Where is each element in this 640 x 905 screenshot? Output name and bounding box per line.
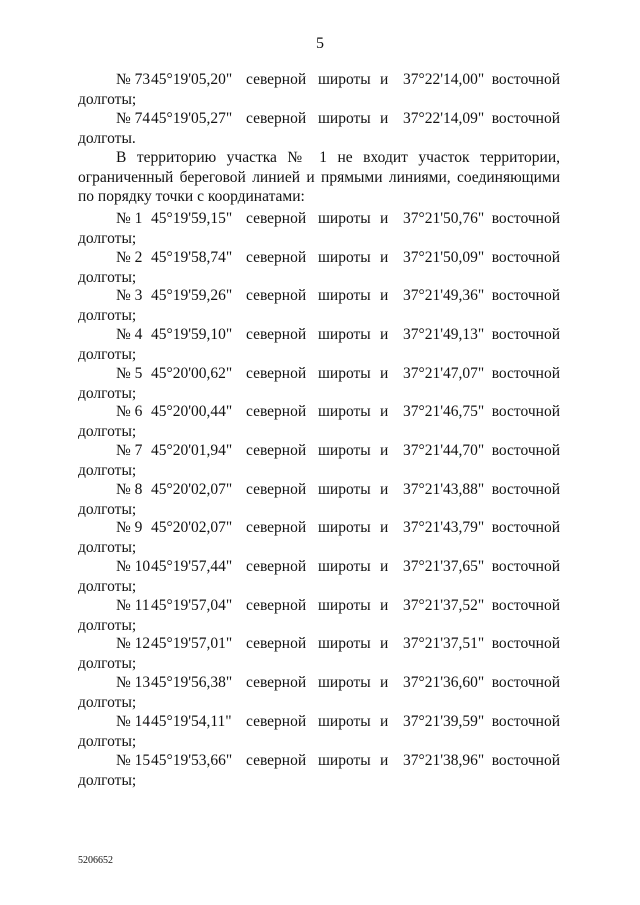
latitude-value: 45°19'53,66" xyxy=(151,751,233,769)
conjunction: и xyxy=(380,325,389,343)
point-number: № 1 xyxy=(116,209,143,227)
coordinate-line xyxy=(78,287,560,307)
conjunction: и xyxy=(380,364,389,382)
latitude-value: 45°19'56,38" xyxy=(151,674,233,692)
point-number: № 5 xyxy=(116,364,143,382)
coordinate-line xyxy=(78,403,560,423)
point-number: № 11 xyxy=(116,596,150,614)
conjunction: и xyxy=(380,674,389,692)
longitude-word: долготы; xyxy=(78,732,137,750)
latitude-direction: северной xyxy=(246,287,307,305)
latitude-direction: северной xyxy=(246,712,307,730)
coordinate-entry xyxy=(78,481,560,520)
conjunction: и xyxy=(380,480,389,498)
latitude-value: 45°19'05,27" xyxy=(151,109,233,127)
latitude-value: 45°20'00,44" xyxy=(151,403,233,421)
coordinate-entry xyxy=(78,752,560,791)
latitude-word: широты xyxy=(318,596,371,614)
coordinate-line xyxy=(78,110,560,130)
coordinate-line xyxy=(78,713,560,733)
coordinate-entry xyxy=(78,519,560,558)
longitude-value: 37°21'37,51" xyxy=(403,635,485,653)
longitude-value: 37°21'50,09" xyxy=(403,248,485,266)
coordinate-entry xyxy=(78,287,560,326)
coordinate-entry xyxy=(78,110,560,149)
latitude-value: 45°19'05,20" xyxy=(151,71,233,88)
coordinate-line xyxy=(78,326,560,346)
longitude-value: 37°21'37,65" xyxy=(403,558,485,576)
coordinate-line xyxy=(78,558,560,578)
longitude-word: долготы; xyxy=(78,539,137,557)
latitude-word: широты xyxy=(318,712,371,730)
latitude-word: широты xyxy=(318,674,371,692)
longitude-word: долготы; xyxy=(78,423,137,441)
coordinate-line xyxy=(78,752,560,772)
longitude-direction: восточной xyxy=(491,364,560,382)
latitude-word: широты xyxy=(318,635,371,653)
point-number: № 7 xyxy=(116,442,143,459)
longitude-direction: восточной xyxy=(491,751,560,769)
longitude-word: долготы; xyxy=(78,345,137,363)
latitude-word: широты xyxy=(318,209,371,227)
latitude-value: 45°20'00,62" xyxy=(151,364,233,382)
longitude-word: долготы; xyxy=(78,462,137,479)
longitude-word: долготы; xyxy=(78,578,137,596)
longitude-word: долготы; xyxy=(78,500,137,518)
coordinate-entry xyxy=(78,713,560,752)
coordinate-entry xyxy=(78,442,560,481)
latitude-word: широты xyxy=(318,71,371,88)
latitude-word: широты xyxy=(318,109,371,127)
coordinate-entry xyxy=(78,365,560,404)
latitude-direction: северной xyxy=(246,674,307,692)
longitude-word: долготы; xyxy=(78,307,137,325)
longitude-value: 37°22'14,00" xyxy=(403,71,485,88)
point-number: № 15 xyxy=(116,751,151,769)
point-number: № 9 xyxy=(116,519,143,537)
conjunction: и xyxy=(380,209,389,227)
coordinate-line xyxy=(78,442,560,462)
coordinate-entry xyxy=(78,635,560,674)
longitude-value: 37°21'39,59" xyxy=(403,712,485,730)
longitude-word: долготы; xyxy=(78,616,137,634)
latitude-value: 45°19'59,26" xyxy=(151,287,233,305)
conjunction: и xyxy=(380,248,389,266)
conjunction: и xyxy=(380,403,389,421)
document-code: 5206652 xyxy=(78,855,113,866)
longitude-value: 37°21'49,13" xyxy=(403,325,485,343)
coordinate-line xyxy=(78,597,560,617)
longitude-value: 37°21'36,60" xyxy=(403,674,485,692)
coordinate-line xyxy=(78,71,560,91)
longitude-direction: восточной xyxy=(491,674,560,692)
point-number: № 4 xyxy=(116,325,143,343)
page-number: 5 xyxy=(316,35,324,52)
latitude-direction: северной xyxy=(246,109,307,127)
latitude-word: широты xyxy=(318,364,371,382)
longitude-value: 37°21'43,79" xyxy=(403,519,485,537)
longitude-word: долготы; xyxy=(78,91,137,108)
longitude-direction: восточной xyxy=(491,635,560,653)
longitude-direction: восточной xyxy=(491,480,560,498)
coordinate-line xyxy=(78,519,560,539)
longitude-value: 37°21'46,75" xyxy=(403,403,485,421)
latitude-value: 45°19'59,10" xyxy=(151,325,233,343)
latitude-value: 45°20'02,07" xyxy=(151,480,233,498)
longitude-direction: восточной xyxy=(491,109,560,127)
longitude-value: 37°21'44,70" xyxy=(403,442,485,459)
latitude-value: 45°19'57,44" xyxy=(151,558,233,576)
point-number: № 14 xyxy=(116,712,151,730)
point-number: № 6 xyxy=(116,403,143,421)
latitude-value: 45°19'57,01" xyxy=(151,635,233,653)
longitude-value: 37°21'38,96" xyxy=(403,751,485,769)
latitude-word: широты xyxy=(318,751,371,769)
latitude-direction: северной xyxy=(246,71,307,88)
point-number: № 73 xyxy=(116,71,151,88)
coordinate-entry xyxy=(78,674,560,713)
longitude-value: 37°21'47,07" xyxy=(403,364,485,382)
point-number: № 12 xyxy=(116,635,151,653)
longitude-word: долготы; xyxy=(78,771,137,789)
latitude-word: широты xyxy=(318,248,371,266)
coordinate-entry xyxy=(78,249,560,288)
conjunction: и xyxy=(380,635,389,653)
coordinate-list xyxy=(78,210,560,790)
coordinate-line xyxy=(78,635,560,655)
latitude-direction: северной xyxy=(246,596,307,614)
point-number: № 8 xyxy=(116,480,143,498)
latitude-word: широты xyxy=(318,325,371,343)
coordinate-line xyxy=(78,674,560,694)
coordinate-entry xyxy=(78,558,560,597)
coordinate-entry xyxy=(78,210,560,249)
longitude-word: долготы; xyxy=(78,655,137,673)
longitude-word: долготы; xyxy=(78,694,137,712)
latitude-direction: северной xyxy=(246,751,307,769)
latitude-word: широты xyxy=(318,480,371,498)
latitude-value: 45°20'02,07" xyxy=(151,519,233,537)
conjunction: и xyxy=(380,71,389,88)
latitude-value: 45°19'57,04" xyxy=(151,596,233,614)
latitude-word: широты xyxy=(318,287,371,305)
coordinate-entry xyxy=(78,403,560,442)
longitude-direction: восточной xyxy=(491,596,560,614)
coordinate-entry xyxy=(78,597,560,636)
latitude-direction: северной xyxy=(246,635,307,653)
longitude-word: долготы; xyxy=(78,268,137,286)
conjunction: и xyxy=(380,519,389,537)
latitude-value: 45°19'58,74" xyxy=(151,248,233,266)
conjunction: и xyxy=(380,596,389,614)
longitude-value: 37°21'37,52" xyxy=(403,596,485,614)
latitude-direction: северной xyxy=(246,480,307,498)
point-number: № 3 xyxy=(116,287,143,305)
latitude-word: широты xyxy=(318,519,371,537)
latitude-direction: северной xyxy=(246,442,307,459)
conjunction: и xyxy=(380,109,389,127)
point-number: № 74 xyxy=(116,109,151,127)
latitude-value: 45°20'01,94" xyxy=(151,442,233,459)
exclusion-paragraph: В территорию участка № 1 не входит участок территории, ограниченный береговой линией и прямыми линиями, соединяющими по порядку точки с координатами: xyxy=(78,149,560,206)
point-number: № 10 xyxy=(116,558,151,576)
latitude-direction: северной xyxy=(246,519,307,537)
coordinate-line xyxy=(78,210,560,230)
coordinate-line xyxy=(78,365,560,385)
longitude-value: 37°21'49,36" xyxy=(403,287,485,305)
longitude-direction: восточной xyxy=(491,712,560,730)
document-body xyxy=(78,71,560,790)
latitude-direction: северной xyxy=(246,248,307,266)
latitude-direction: северной xyxy=(246,558,307,576)
latitude-word: широты xyxy=(318,442,371,459)
conjunction: и xyxy=(380,712,389,730)
longitude-direction: восточной xyxy=(491,403,560,421)
longitude-value: 37°22'14,09" xyxy=(403,109,485,127)
coordinate-line xyxy=(78,481,560,501)
coordinate-line xyxy=(78,249,560,269)
longitude-word: долготы; xyxy=(78,384,137,402)
point-number: № 2 xyxy=(116,248,143,266)
latitude-direction: северной xyxy=(246,209,307,227)
point-number: № 13 xyxy=(116,674,151,692)
conjunction: и xyxy=(380,287,389,305)
latitude-direction: северной xyxy=(246,364,307,382)
longitude-value: 37°21'43,88" xyxy=(403,480,485,498)
longitude-direction: восточной xyxy=(491,248,560,266)
longitude-word: долготы. xyxy=(78,129,136,147)
coordinate-entry xyxy=(78,326,560,365)
longitude-direction: восточной xyxy=(491,71,560,88)
latitude-value: 45°19'59,15" xyxy=(151,209,233,227)
latitude-direction: северной xyxy=(246,403,307,421)
longitude-direction: восточной xyxy=(491,209,560,227)
latitude-value: 45°19'54,11" xyxy=(151,712,232,730)
conjunction: и xyxy=(380,442,389,459)
conjunction: и xyxy=(380,751,389,769)
longitude-word: долготы; xyxy=(78,229,137,247)
longitude-direction: восточной xyxy=(491,558,560,576)
coordinate-entry xyxy=(78,71,560,110)
latitude-direction: северной xyxy=(246,325,307,343)
conjunction: и xyxy=(380,558,389,576)
latitude-word: широты xyxy=(318,558,371,576)
longitude-direction: восточной xyxy=(491,325,560,343)
coordinate-list-previous xyxy=(78,71,560,148)
longitude-direction: восточной xyxy=(491,442,560,459)
longitude-value: 37°21'50,76" xyxy=(403,209,485,227)
longitude-direction: восточной xyxy=(491,287,560,305)
longitude-direction: восточной xyxy=(491,519,560,537)
latitude-word: широты xyxy=(318,403,371,421)
